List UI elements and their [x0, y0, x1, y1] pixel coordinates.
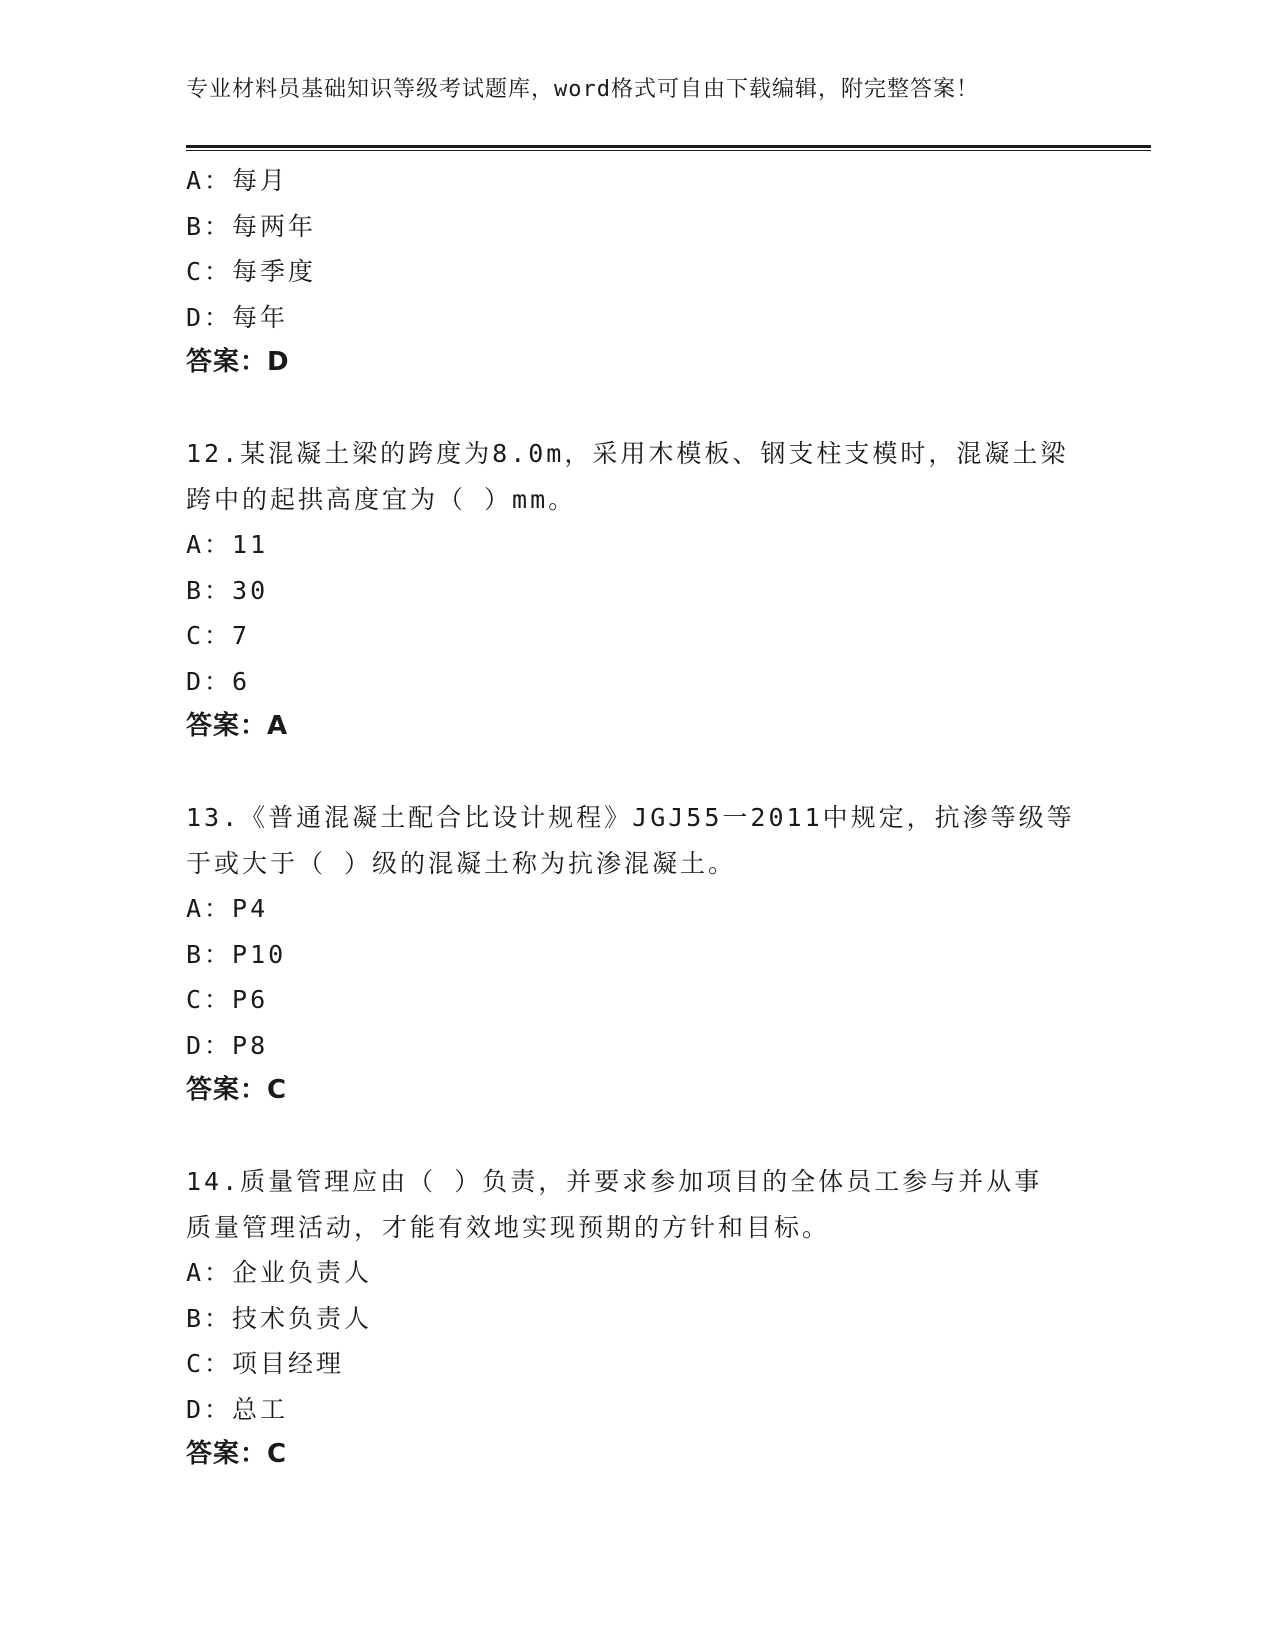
- option-c: C：每季度: [186, 257, 317, 286]
- spacer: [186, 750, 1086, 796]
- question-stem-line: 质量管理活动，才能有效地实现预期的方针和目标。: [186, 1212, 831, 1242]
- question-14: [186, 1159, 1086, 1478]
- spacer: [186, 1114, 1086, 1160]
- answer: 答案：D: [186, 347, 290, 377]
- answer: 答案：C: [186, 1075, 288, 1105]
- option-a: A：每月: [186, 166, 289, 195]
- answer: 答案：A: [186, 711, 289, 741]
- option-d: D：总工: [186, 1394, 289, 1424]
- option-b: B：30: [186, 575, 269, 605]
- question-11: [186, 158, 1086, 386]
- page-header: 专业材料员基础知识等级考试题库，word格式可自由下载编辑，附完整答案！: [186, 77, 979, 102]
- question-stem-line: 13.《普通混凝土配合比设计规程》JGJ55一2011中规定，抗渗等级等: [186, 803, 1075, 832]
- option-b: B：技术负责人: [186, 1303, 373, 1333]
- question-stem-line: 14.质量管理应由（ ）负责，并要求参加项目的全体员工参与并从事: [186, 1167, 1043, 1196]
- question-12: [186, 431, 1086, 750]
- option-c: C：P6: [186, 985, 269, 1014]
- header-rule-thin: [186, 150, 1151, 151]
- header-rule-thick: [186, 145, 1151, 148]
- question-13: [186, 795, 1086, 1114]
- option-c: C：项目经理: [186, 1349, 345, 1378]
- option-d: D：6: [186, 666, 251, 696]
- spacer: [186, 386, 1086, 432]
- option-a: A：企业负责人: [186, 1258, 373, 1287]
- option-a: A：P4: [186, 894, 269, 923]
- option-b: B：P10: [186, 939, 287, 969]
- question-stem-line: 于或大于（ ）级的混凝土称为抗渗混凝土。: [186, 848, 737, 878]
- question-content: [186, 158, 1086, 1478]
- option-b: B：每两年: [186, 211, 317, 241]
- option-d: D：每年: [186, 302, 289, 332]
- answer: 答案：C: [186, 1439, 288, 1469]
- option-c: C：7: [186, 621, 251, 650]
- question-stem-line: 12.某混凝土梁的跨度为8.0m，采用木模板、钢支柱支模时，混凝土梁: [186, 439, 1069, 468]
- option-a: A：11: [186, 530, 269, 559]
- question-stem-line: 跨中的起拱高度宜为（ ）mm。: [186, 484, 577, 514]
- option-d: D：P8: [186, 1030, 269, 1060]
